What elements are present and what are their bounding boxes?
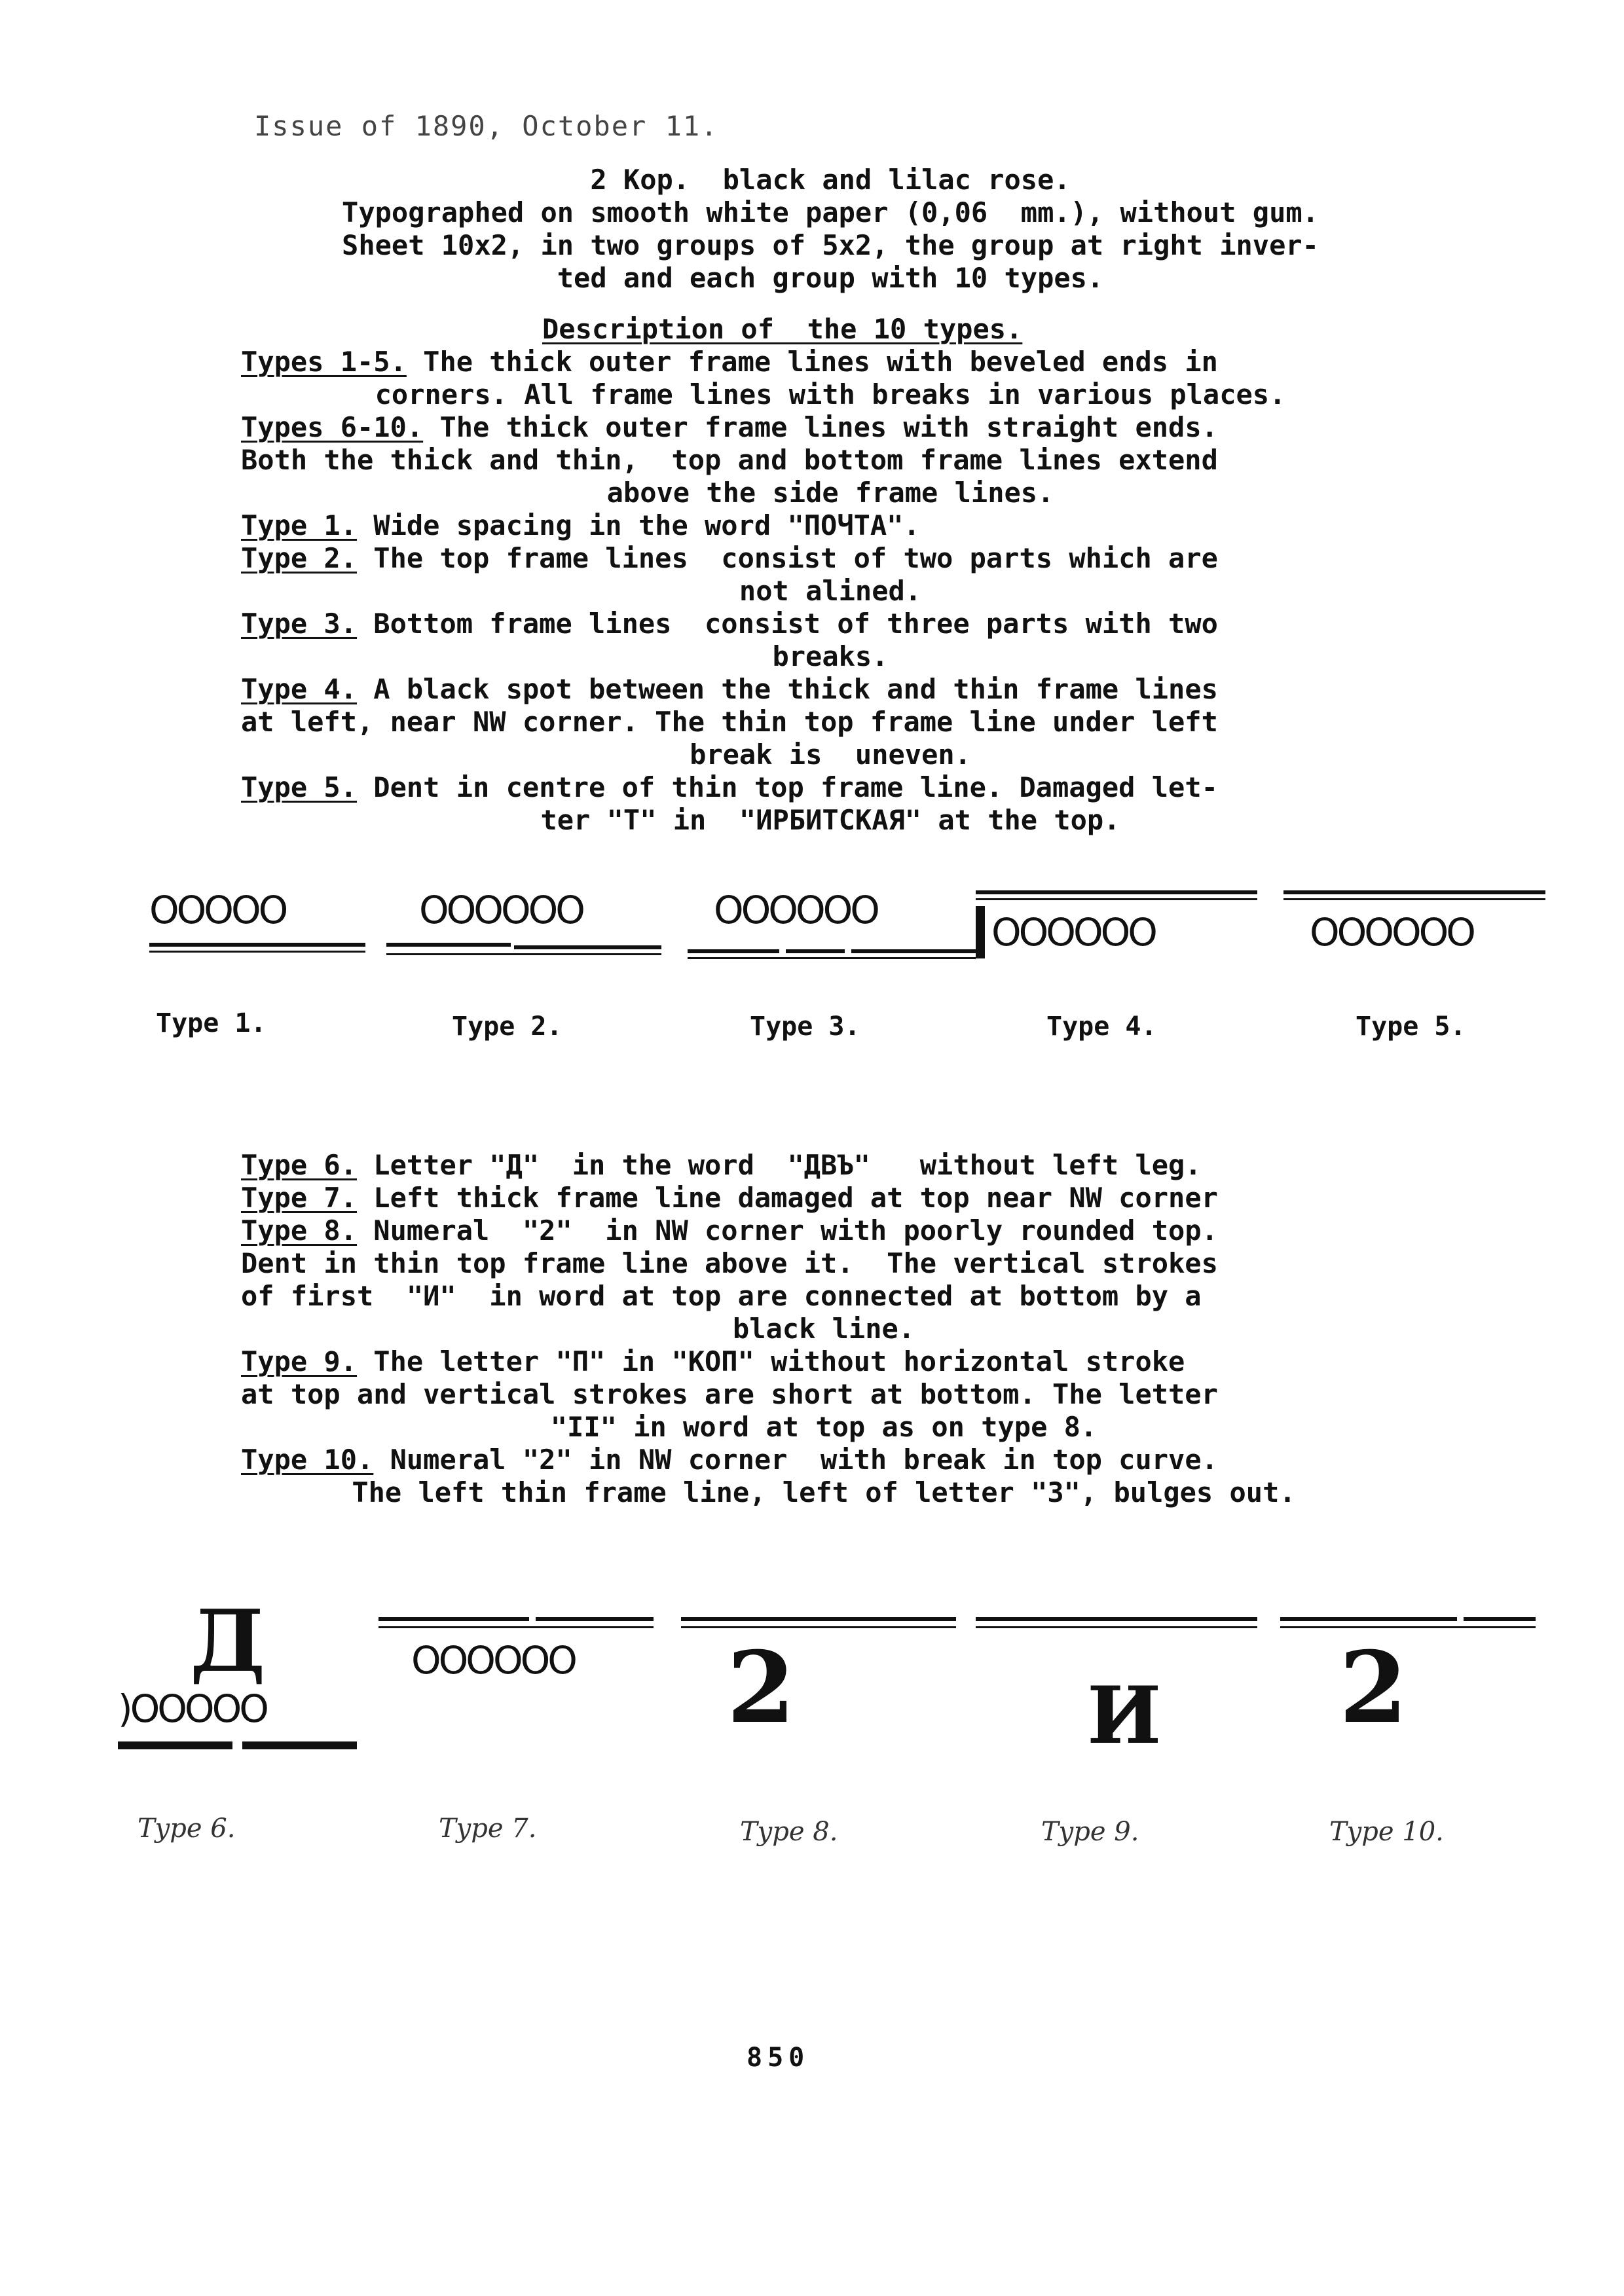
type3-caption: Type 3. — [750, 1011, 860, 1042]
type2-text: The top frame lines consist of two parts which are — [357, 542, 1218, 574]
type5-figure — [1283, 890, 1545, 975]
type7-caption: Type 7. — [439, 1813, 537, 1844]
type8-text: Dent in thin top frame line above it. The vertical strokes — [241, 1247, 1218, 1279]
frame-line — [1280, 1617, 1457, 1621]
description-heading: Description of the 10 types. — [542, 313, 1023, 345]
type8-caption: Type 8. — [740, 1817, 838, 1847]
type5-text: ter "T" in "ИРБИТСКАЯ" at the top. — [540, 804, 1120, 836]
circles-row: OOOOOO — [1310, 910, 1473, 955]
frame-line — [976, 1626, 1257, 1628]
type4-text: A black spot between the thick and thin frame lines — [357, 673, 1218, 705]
circles-row: OOOOOO — [419, 888, 583, 932]
type9-label: Type 9. — [241, 1345, 358, 1377]
frame-line — [1283, 890, 1545, 894]
type6-label: Type 6. — [241, 1149, 358, 1181]
circles-row: OOOOO — [149, 888, 286, 932]
circles-row: )OOOOO — [118, 1686, 267, 1731]
type8-text: of first "И" in word at top are connected at bottom by a — [241, 1280, 1202, 1312]
type9-text: The letter "П" in "КОП" without horizontal stroke — [357, 1345, 1185, 1377]
types-6-10-label: Types 6-10. — [241, 411, 424, 443]
types-6-10-text: Both the thick and thin, top and bottom frame lines extend — [241, 444, 1218, 476]
frame-line — [976, 890, 1257, 894]
types-6-10-text: above the side frame lines. — [606, 477, 1054, 509]
type2-caption: Type 2. — [452, 1011, 563, 1042]
type1-text: Wide spacing in the word "ПОЧТА". — [357, 509, 920, 541]
frame-line — [1283, 898, 1545, 900]
type7-figure — [378, 1617, 654, 1709]
types-description — [241, 346, 1420, 837]
type4-figure — [976, 890, 1257, 975]
letter-i-glyph: И — [1087, 1669, 1162, 1762]
type2-label: Type 2. — [241, 542, 358, 574]
type3-figure — [688, 890, 976, 975]
circles-row: OOOOOO — [991, 910, 1155, 955]
type4-label: Type 4. — [241, 673, 358, 705]
type7-label: Type 7. — [241, 1182, 358, 1214]
type9-caption: Type 9. — [1041, 1817, 1139, 1847]
intro-block — [241, 164, 1420, 295]
type3-label: Type 3. — [241, 608, 358, 640]
frame-line — [149, 951, 365, 953]
issue-header: Issue of 1890, October 11. — [254, 110, 719, 142]
types-1-5-text: The thick outer frame lines with beveled ends in — [406, 346, 1218, 378]
type10-text: The left thin frame line, left of letter "3", bulges out. — [352, 1476, 1296, 1508]
types-6-10-text: The thick outer frame lines with straight ends. — [423, 411, 1218, 443]
frame-line — [688, 957, 976, 959]
circles-row: OOOOOO — [411, 1638, 575, 1683]
type4-text: break is uneven. — [690, 738, 971, 771]
frame-line — [386, 943, 511, 947]
type2-text: not alined. — [739, 575, 922, 607]
type10-caption: Type 10. — [1329, 1817, 1444, 1847]
type6-figure — [118, 1591, 360, 1781]
circles-row: OOOOOO — [714, 888, 877, 932]
type2-figure — [386, 890, 661, 969]
type6-caption: Type 6. — [138, 1813, 236, 1844]
type4-caption: Type 4. — [1046, 1011, 1157, 1042]
frame-line — [681, 1617, 956, 1621]
frame-line — [118, 1741, 232, 1749]
frame-line — [378, 1617, 529, 1621]
frame-line — [786, 949, 845, 953]
type1-caption: Type 1. — [156, 1008, 267, 1038]
type8-text: black line. — [732, 1313, 915, 1345]
type5-text: Dent in centre of thin top frame line. Damaged let- — [357, 771, 1218, 803]
type10-figure — [1280, 1617, 1536, 1748]
intro-line: Sheet 10x2, in two groups of 5x2, the group at right inver- — [342, 229, 1319, 261]
frame-line — [688, 949, 779, 953]
type7-text: Left thick frame line damaged at top near NW corner — [357, 1182, 1218, 1214]
frame-line — [851, 949, 976, 953]
black-spot — [976, 906, 985, 958]
type3-text: Bottom frame lines consist of three parts with two — [357, 608, 1218, 640]
frame-line — [536, 1617, 654, 1621]
type4-text: at left, near NW corner. The thin top frame line under left — [241, 706, 1218, 738]
type1-figure — [149, 890, 346, 969]
page-number: 850 — [747, 2043, 810, 2073]
frame-line — [1464, 1617, 1536, 1621]
type8-label: Type 8. — [241, 1214, 358, 1247]
frame-line — [976, 898, 1257, 900]
type9-text: at top and vertical strokes are short at bottom. The letter — [241, 1378, 1218, 1410]
type9-text: "II" in word at top as on type 8. — [550, 1411, 1098, 1443]
type5-label: Type 5. — [241, 771, 358, 803]
type3-text: breaks. — [772, 640, 889, 672]
numeral-2-glyph: 2 — [1339, 1630, 1408, 1745]
types-6-10-description — [241, 1149, 1407, 1509]
frame-line — [976, 1617, 1257, 1621]
frame-line — [681, 1626, 956, 1628]
frame-line — [378, 1626, 654, 1628]
frame-line — [514, 945, 661, 949]
intro-line: 2 Kop. black and lilac rose. — [590, 164, 1071, 196]
letter-d-glyph: Д — [190, 1591, 266, 1691]
type10-text: Numeral "2" in NW corner with break in top curve. — [373, 1444, 1218, 1476]
type5-caption: Type 5. — [1356, 1011, 1466, 1042]
type9-figure — [976, 1617, 1257, 1762]
type8-text: Numeral "2" in NW corner with poorly rounded top. — [357, 1214, 1218, 1247]
frame-line — [242, 1741, 357, 1749]
types-1-5-text: corners. All frame lines with breaks in various places. — [375, 378, 1286, 410]
frame-line — [386, 953, 661, 955]
type10-label: Type 10. — [241, 1444, 374, 1476]
frame-line — [1280, 1626, 1536, 1628]
frame-line — [149, 943, 365, 947]
type6-text: Letter "Д" in the word "ДВЪ" without left leg. — [357, 1149, 1202, 1181]
intro-line: ted and each group with 10 types. — [557, 262, 1104, 294]
intro-line: Typographed on smooth white paper (0,06 mm.), without gum. — [342, 196, 1319, 228]
types-1-5-label: Types 1-5. — [241, 346, 407, 378]
type8-figure — [681, 1617, 956, 1748]
type1-label: Type 1. — [241, 509, 358, 541]
numeral-2-glyph: 2 — [727, 1630, 796, 1745]
